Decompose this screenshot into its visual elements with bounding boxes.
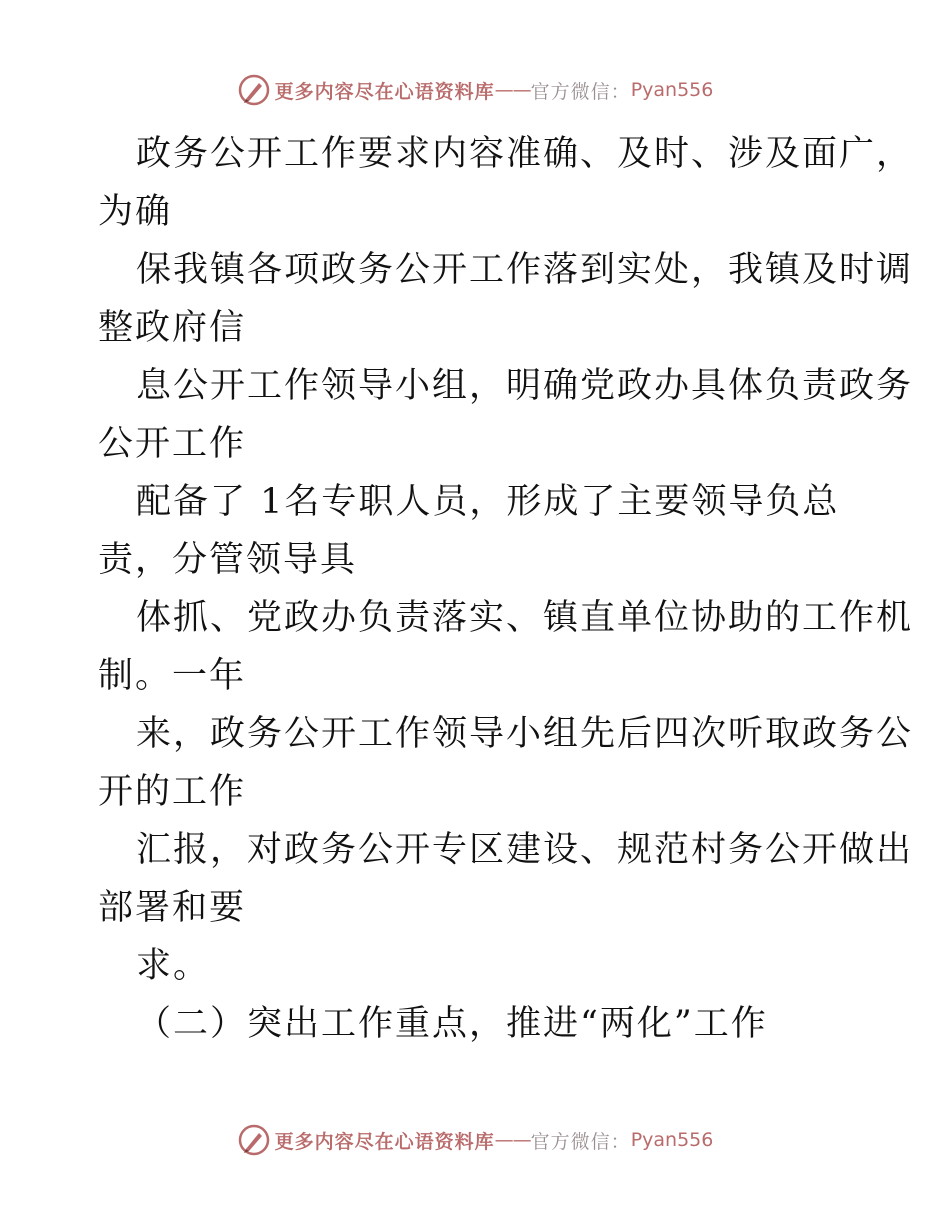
document-body xyxy=(98,125,914,1053)
pen-logo-icon xyxy=(237,1123,271,1157)
footer-watermark xyxy=(0,1120,950,1160)
watermark-main-text: 更多内容尽在心语资料库 xyxy=(274,1130,495,1153)
text-line: 开的工作 xyxy=(98,772,247,812)
text-line: 体抓、党政办负责落实、镇直单位协助的工作机 xyxy=(136,598,914,638)
watermark-id-text: Pyan556 xyxy=(630,79,714,101)
watermark-dash: —— xyxy=(494,79,531,101)
watermark-main-text: 更多内容尽在心语资料库 xyxy=(274,80,495,103)
text-line: 责，分管领导具 xyxy=(98,540,358,580)
text-line: 公开工作 xyxy=(98,424,247,464)
text-line: 息公开工作领导小组，明确党政办具体负责政务 xyxy=(136,366,914,406)
text-line: 为确 xyxy=(98,192,173,232)
text-line: 制。一年 xyxy=(98,656,247,696)
text-line: 保我镇各项政务公开工作落到实处，我镇及时调 xyxy=(136,250,914,290)
watermark-dash: —— xyxy=(494,1129,531,1151)
text-line: 整政府信 xyxy=(98,308,247,348)
watermark-sub-text: 官方微信： xyxy=(530,80,631,103)
watermark-sub-text: 官方微信： xyxy=(530,1130,631,1153)
text-line: 求。 xyxy=(136,946,211,986)
pen-logo-icon xyxy=(237,73,271,107)
watermark-id-text: Pyan556 xyxy=(630,1129,714,1151)
text-line: 政务公开工作要求内容准确、及时、涉及面广， xyxy=(136,134,914,174)
text-line: 部署和要 xyxy=(98,888,247,928)
section-heading: （二）突出工作重点，推进“两化”工作 xyxy=(136,1004,768,1044)
text-line: 配备了 1名专职人员，形成了主要领导负总 xyxy=(136,482,840,522)
text-line: 来，政务公开工作领导小组先后四次听取政务公 xyxy=(136,714,914,754)
header-watermark xyxy=(0,70,950,110)
text-line: 汇报，对政务公开专区建设、规范村务公开做出 xyxy=(136,830,914,870)
